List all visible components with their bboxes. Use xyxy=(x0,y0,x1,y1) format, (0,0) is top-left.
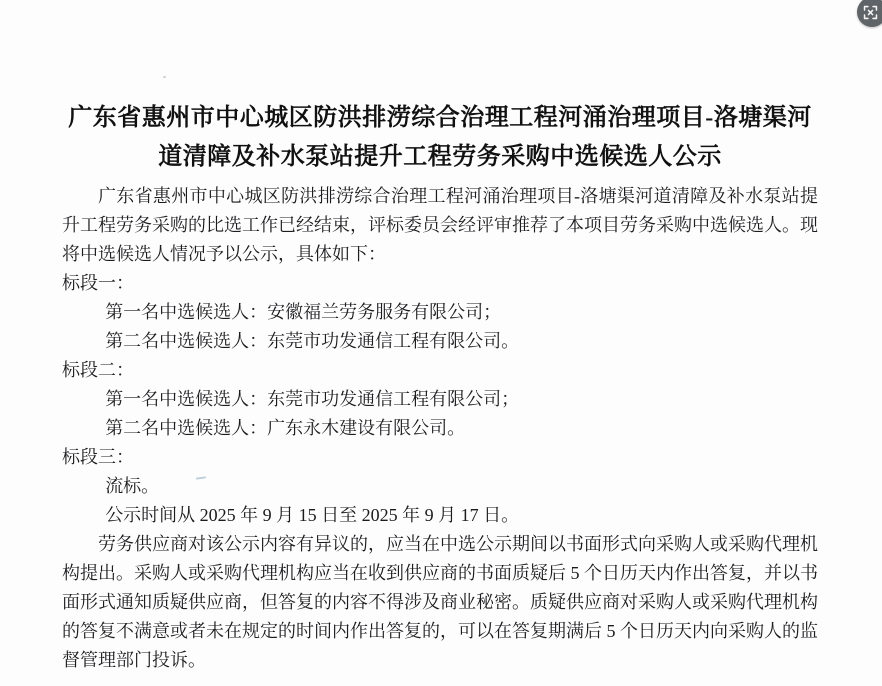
lot-2-winner-2: 第二名中选候选人：广东永木建设有限公司。 xyxy=(105,418,466,438)
scan-artifact xyxy=(163,76,166,78)
fullscreen-button[interactable] xyxy=(857,0,882,27)
lot-1-label: 标段一： xyxy=(62,273,134,293)
intro-paragraph: 广东省惠州市中心城区防洪排涝综合治理工程河涌治理项目-洛塘渠河道清障及补水泵站提升工程劳务采购的比选工作已经结束，评标委员会经评审推荐了本项目劳务采购中选候选人。现将中选候选人情况予以公示，具体如下： xyxy=(62,186,818,264)
section-lot-3 xyxy=(62,443,818,501)
lot-1-winner-2: 第二名中选候选人：东莞市功发通信工程有限公司。 xyxy=(105,331,520,351)
section-lot-2 xyxy=(62,356,818,443)
section-lot-1 xyxy=(62,269,818,356)
publicity-period-line: 公示时间从 2025 年 9 月 15 日至 2025 年 9 月 17 日。 xyxy=(105,505,520,525)
announcement-document xyxy=(62,99,818,675)
lot-3-label: 标段三： xyxy=(62,447,134,467)
objection-paragraph: 劳务供应商对该公示内容有异议的，应当在中选公示期间以书面形式向采购人或采购代理机构提出。采购人或采购代理机构应当在收到供应商的书面质疑后 5 个日历天内作出答复，并以书面形式通知质疑供应商，但答复的内容不得涉及商业秘密。质疑供应商对采购人或采购代理机构的答复不满意或者未在规定的时间内作出答复的，可以在答复期满后 5 个日历天内向采购人的监督管理部门投诉。 xyxy=(62,534,818,670)
lot-2-label: 标段二： xyxy=(62,360,134,380)
lot-2-winner-1: 第一名中选候选人：东莞市功发通信工程有限公司； xyxy=(105,389,520,409)
fullscreen-exit-icon xyxy=(862,4,882,21)
lot-3-result: 流标。 xyxy=(105,476,160,496)
lot-1-winner-1: 第一名中选候选人：安徽福兰劳务服务有限公司； xyxy=(105,302,502,322)
announcement-title: 广东省惠州市中心城区防洪排涝综合治理工程河涌治理项目-洛塘渠河道清障及补水泵站提升工程劳务采购中选候选人公示 xyxy=(68,105,812,170)
